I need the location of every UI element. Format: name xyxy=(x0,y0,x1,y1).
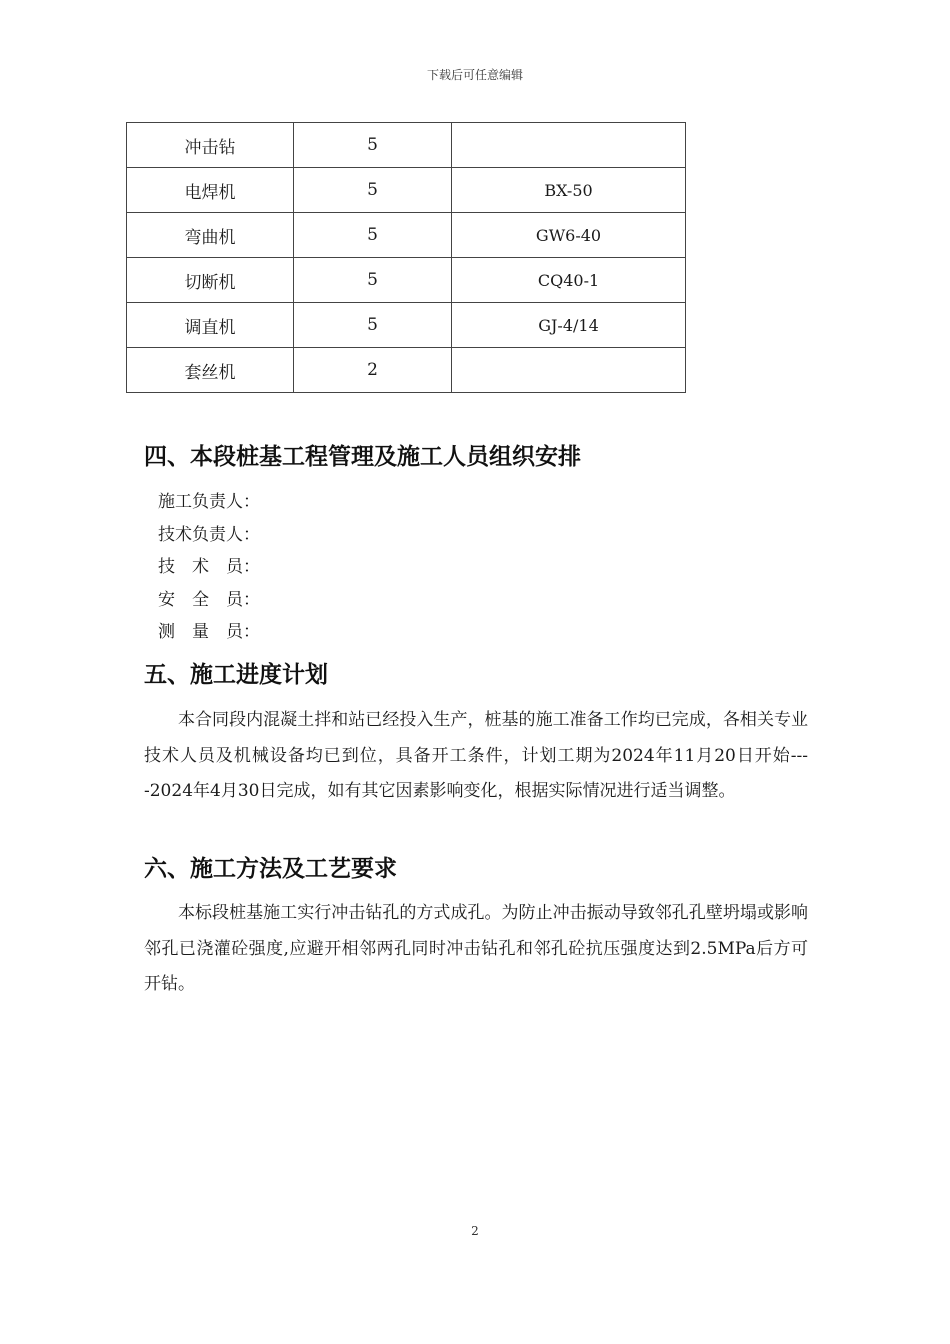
equipment-qty-cell: 5 xyxy=(294,303,452,348)
equipment-name-cell: 电焊机 xyxy=(127,168,294,213)
equipment-model-cell: GJ-4/14 xyxy=(452,303,686,348)
equipment-name-cell: 切断机 xyxy=(127,258,294,303)
equipment-qty-cell: 5 xyxy=(294,213,452,258)
page-number: 2 xyxy=(471,1224,479,1238)
table-row xyxy=(127,123,686,168)
staff-item-safety-officer: 安 全 员： xyxy=(158,589,260,610)
equipment-table xyxy=(126,122,686,393)
section6-heading: 六、施工方法及工艺要求 xyxy=(144,856,397,882)
equipment-model-cell xyxy=(452,123,686,168)
equipment-name-cell: 调直机 xyxy=(127,303,294,348)
table-row xyxy=(127,348,686,393)
equipment-qty-cell: 5 xyxy=(294,168,452,213)
table-row xyxy=(127,303,686,348)
staff-list xyxy=(158,486,260,649)
equipment-model-cell xyxy=(452,348,686,393)
equipment-name-cell: 套丝机 xyxy=(127,348,294,393)
staff-item-surveyor: 测 量 员： xyxy=(158,622,260,642)
equipment-model-cell: CQ40-1 xyxy=(452,258,686,303)
section6-paragraph: 本标段桩基施工实行冲击钻孔的方式成孔。为防止冲击振动导致邻孔孔壁坍塌或影响邻孔已浇灌砼强度,应避开相邻两孔同时冲击钻孔和邻孔砼抗压强度达到2.5MPa后方可开钻。 xyxy=(144,903,808,994)
table-row xyxy=(127,213,686,258)
table-row xyxy=(127,258,686,303)
page-header: 下载后可任意编辑 xyxy=(426,68,523,82)
equipment-qty-cell: 2 xyxy=(294,348,452,393)
staff-item-technical-lead: 技术负责人： xyxy=(158,524,260,545)
equipment-model-cell: BX-50 xyxy=(452,168,686,213)
equipment-model-cell: GW6-40 xyxy=(452,213,686,258)
equipment-name-cell: 弯曲机 xyxy=(127,213,294,258)
equipment-qty-cell: 5 xyxy=(294,258,452,303)
table-row xyxy=(127,168,686,213)
section5-paragraph: 本合同段内混凝土拌和站已经投入生产，桩基的施工准备工作均已完成，各相关专业技术人员及机械设备均已到位，具备开工条件，计划工期为2024年11月20日开始----2024年4月30日完成，如有其它因素影响变化，根据实际情况进行适当调整。 xyxy=(144,710,808,801)
equipment-qty-cell: 5 xyxy=(294,123,452,168)
staff-item-technician: 技 术 员： xyxy=(158,557,260,577)
section5-heading: 五、施工进度计划 xyxy=(144,662,328,688)
staff-item-construction-lead: 施工负责人： xyxy=(158,492,260,512)
equipment-name-cell: 冲击钻 xyxy=(127,123,294,168)
section4-heading: 四、本段桩基工程管理及施工人员组织安排 xyxy=(144,444,581,470)
